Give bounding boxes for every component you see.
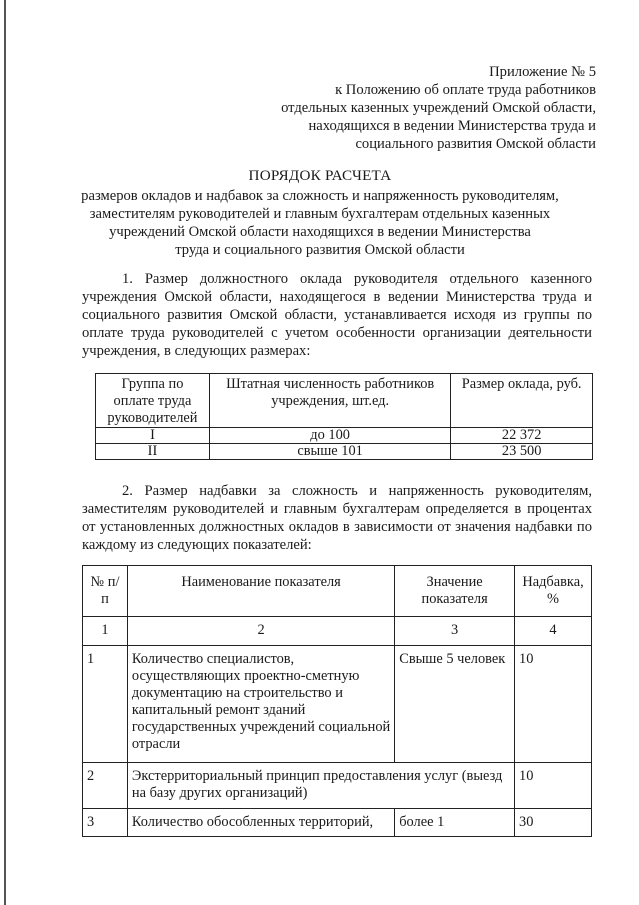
column-header: Группа по оплате труда руководителей [96, 374, 210, 428]
subtitle-line: учреждений Омской области находящихся в ведении Министерства [109, 224, 531, 240]
table-cell: 10 [515, 763, 592, 809]
subtitle-line: труда и социального развития Омской области [175, 242, 465, 258]
appendix-line: отдельных казенных учреждений Омской области, [281, 100, 596, 116]
table-cell: 4 [515, 617, 592, 646]
table-cell: Количество обособленных территорий, [127, 809, 394, 837]
allowance-table [82, 565, 592, 837]
column-header: Штатная численность работников учреждения, шт.ед. [209, 374, 450, 428]
table-cell: Экстерриториальный принцип предоставления услуг (выезд на базу других организаций) [127, 763, 514, 809]
table-cell: свыше 101 [209, 444, 450, 460]
appendix-line: социального развития Омской области [355, 136, 596, 152]
table-header-row [96, 374, 593, 428]
table-cell: 10 [515, 646, 592, 763]
column-header: № п/п [83, 566, 128, 617]
subtitle-line: размеров окладов и надбавок за сложность и напряженность руководителям, [81, 188, 559, 204]
table-cell: 2 [83, 763, 128, 809]
table-cell: 3 [395, 617, 515, 646]
table-cell: 23 500 [451, 444, 593, 460]
paragraph-2: 2. Размер надбавки за сложность и напряженность руководителям, заместителям руководителей и главным бухгалтерам определяется в процентах от установленных должностных окладов в зависимости от значения надбавки по каждому из следующих показателей: [82, 483, 592, 553]
subtitle-line: заместителям руководителей и главным бухгалтерам отдельных казенных [89, 206, 551, 222]
table-cell: I [96, 428, 210, 444]
document-title: ПОРЯДОК РАСЧЕТА [248, 167, 392, 184]
salary-table [95, 373, 593, 460]
table-row [83, 646, 592, 763]
appendix-line: находящихся в ведении Министерства труда и [308, 118, 596, 134]
table-cell: Свыше 5 человек [395, 646, 515, 763]
appendix-block [281, 63, 596, 153]
paragraph-1: 1. Размер должностного оклада руководителя отдельного казенного учреждения Омской области, находящегося в ведении Министерства труда и социального развития Омской области, устанавливается исходя из группы по оплате труда руководителей с учетом особенности организации деятельности учреждения, в следующих размерах: [82, 271, 592, 359]
table-row [83, 763, 592, 809]
column-header: Размер оклада, руб. [451, 374, 593, 428]
column-header: Надбавка, % [515, 566, 592, 617]
table-cell: Количество специалистов, осуществляющих проектно-сметную документацию на строительство и капитальный ремонт зданий государственных учреждений социальной отрасли [127, 646, 394, 763]
table-cell: 1 [83, 646, 128, 763]
table-cell: более 1 [395, 809, 515, 837]
table-cell: 1 [83, 617, 128, 646]
column-header: Значение показателя [395, 566, 515, 617]
scan-edge-line [4, 0, 6, 905]
table-row [83, 809, 592, 837]
document-subtitle [60, 187, 580, 259]
table-cell: 30 [515, 809, 592, 837]
column-header: Наименование показателя [127, 566, 394, 617]
table-cell: II [96, 444, 210, 460]
appendix-line: к Положению об оплате труда работников [335, 82, 596, 98]
column-number-row [83, 617, 592, 646]
table-row [96, 428, 593, 444]
table-row [96, 444, 593, 460]
table-cell: 2 [127, 617, 394, 646]
table-header-row [83, 566, 592, 617]
table-cell: 3 [83, 809, 128, 837]
table-cell: 22 372 [451, 428, 593, 444]
appendix-line: Приложение № 5 [489, 64, 596, 80]
table-cell: до 100 [209, 428, 450, 444]
